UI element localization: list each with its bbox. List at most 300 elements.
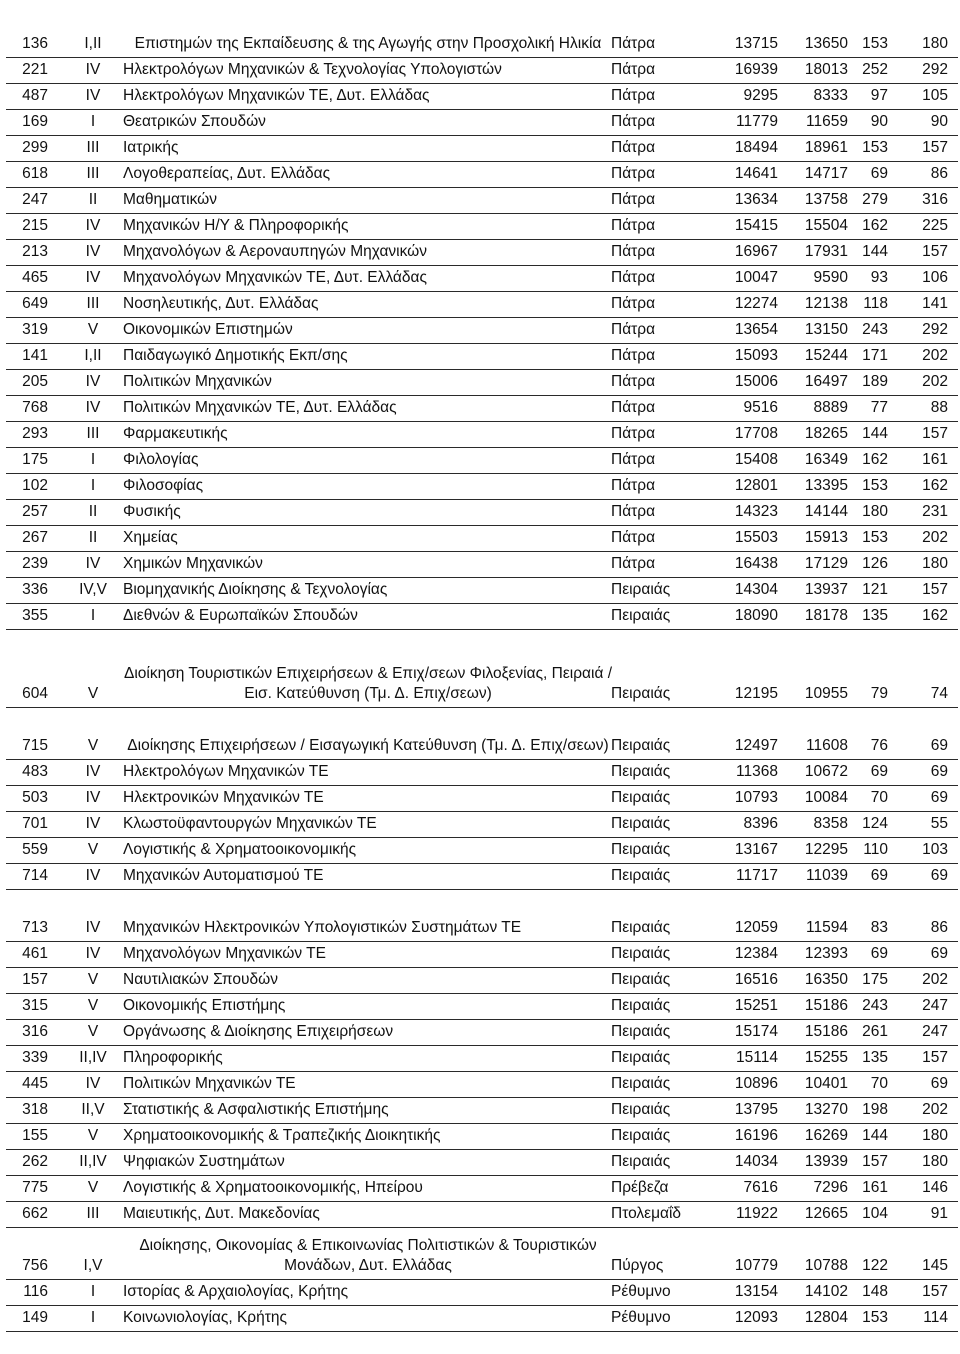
- value-3-cell: 162: [862, 451, 888, 468]
- value-3-cell: 153: [862, 139, 888, 156]
- value-3-cell: 144: [862, 1127, 888, 1144]
- value-3-cell: 279: [862, 191, 888, 208]
- value-3-cell: 122: [862, 1257, 888, 1274]
- department-cell: Πολιτικών Μηχανικών: [123, 373, 272, 390]
- value-4-cell: 90: [930, 113, 948, 130]
- city-cell: Πειραιάς: [611, 971, 671, 988]
- value-3-cell: 153: [862, 35, 888, 52]
- value-2-cell: 9590: [813, 269, 848, 286]
- table-row: [6, 786, 958, 812]
- code-cell: 116: [23, 1283, 48, 1300]
- value-1-cell: 9295: [743, 87, 778, 104]
- value-1-cell: 12093: [734, 1309, 778, 1326]
- semester-cell: IV: [85, 87, 101, 104]
- value-3-cell: 90: [870, 113, 888, 130]
- department-cell: Οργάνωσης & Διοίκησης Επιχειρήσεων: [123, 1023, 394, 1040]
- department-cell: Μηχανολόγων & Αεροναυπηγών Μηχανικών: [123, 243, 428, 260]
- semester-cell: IV: [85, 373, 101, 390]
- semester-cell: I,V: [83, 1257, 103, 1274]
- department-cell: Μηχανολόγων Μηχανικών ΤΕ, Δυτ. Ελλάδας: [123, 269, 427, 286]
- value-2-cell: 18265: [804, 425, 848, 442]
- city-cell: Πειραιάς: [611, 763, 671, 780]
- value-2-cell: 17129: [804, 555, 848, 572]
- table-row: [6, 266, 958, 292]
- value-1-cell: 13634: [734, 191, 778, 208]
- table-row: [6, 370, 958, 396]
- table-row: [6, 1306, 958, 1332]
- code-cell: 714: [22, 867, 48, 884]
- table-row: [6, 1046, 958, 1072]
- city-cell: Πειραιάς: [611, 945, 671, 962]
- value-1-cell: 15174: [734, 1023, 778, 1040]
- value-2-cell: 17931: [804, 243, 848, 260]
- value-1-cell: 14304: [734, 581, 778, 598]
- department-cell: Ηλεκτρολόγων Μηχανικών & Τεχνολογίας Υπολογιστών: [123, 61, 502, 78]
- code-cell: 503: [22, 789, 48, 806]
- table-row: [6, 1150, 958, 1176]
- value-4-cell: 202: [922, 971, 948, 988]
- value-4-cell: 292: [922, 321, 948, 338]
- department-cell: Ηλεκτρονικών Μηχανικών ΤΕ: [123, 789, 324, 806]
- value-2-cell: 13758: [804, 191, 848, 208]
- semester-cell: I: [90, 1283, 96, 1300]
- value-4-cell: 292: [922, 61, 948, 78]
- value-2-cell: 12295: [804, 841, 848, 858]
- value-4-cell: 69: [930, 763, 948, 780]
- value-4-cell: 105: [922, 87, 948, 104]
- semester-cell: IV: [85, 269, 101, 286]
- code-cell: 445: [22, 1075, 48, 1092]
- city-cell: Πάτρα: [611, 191, 656, 208]
- department-cell: Στατιστικής & Ασφαλιστικής Επιστήμης: [123, 1101, 389, 1118]
- department-cell: Πληροφορικής: [123, 1049, 223, 1066]
- code-cell: 239: [22, 555, 48, 572]
- city-cell: Πάτρα: [611, 529, 656, 546]
- code-cell: 318: [22, 1101, 48, 1118]
- value-1-cell: 14034: [734, 1153, 778, 1170]
- table-row: [6, 422, 958, 448]
- department-cell: Χρηματοοικονομικής & Τραπεζικής Διοικητικής: [123, 1127, 441, 1144]
- semester-cell: V: [87, 971, 99, 988]
- value-1-cell: 16516: [734, 971, 778, 988]
- city-cell: Πτολεμαΐδ: [611, 1205, 682, 1222]
- value-4-cell: 202: [922, 1101, 948, 1118]
- city-cell: Πάτρα: [611, 451, 656, 468]
- city-cell: Πάτρα: [611, 113, 656, 130]
- value-2-cell: 15186: [804, 997, 848, 1014]
- semester-cell: V: [87, 1179, 99, 1196]
- value-1-cell: 11368: [736, 763, 778, 780]
- semester-cell: IV: [85, 815, 101, 832]
- code-cell: 213: [22, 243, 48, 260]
- semester-cell: V: [87, 737, 99, 754]
- city-cell: Πάτρα: [611, 321, 656, 338]
- department-cell: Μηχανικών Ηλεκτρονικών Υπολογιστικών Συστημάτων ΤΕ: [123, 919, 522, 936]
- code-cell: 293: [22, 425, 48, 442]
- department-cell: Λογιστικής & Χρηματοοικονομικής: [123, 841, 357, 858]
- value-3-cell: 175: [862, 971, 888, 988]
- code-cell: 461: [22, 945, 48, 962]
- value-3-cell: 171: [862, 347, 888, 364]
- city-cell: Πειραιάς: [611, 919, 671, 936]
- city-cell: Πάτρα: [611, 165, 656, 182]
- value-2-cell: 15255: [804, 1049, 848, 1066]
- value-2-cell: 11039: [806, 867, 848, 884]
- table-row: [6, 344, 958, 370]
- code-cell: 169: [22, 113, 48, 130]
- department-cell: Διοίκησης, Οικονομίας & Επικοινωνίας Πολιτιστικών & Τουριστικών Μονάδων, Δυτ. Ελλάδας: [139, 1237, 597, 1274]
- code-cell: 267: [22, 529, 48, 546]
- table-row: [6, 240, 958, 266]
- value-1-cell: 11717: [736, 867, 778, 884]
- table-row: [6, 994, 958, 1020]
- value-1-cell: 14323: [734, 503, 778, 520]
- value-2-cell: 12804: [804, 1309, 848, 1326]
- department-cell: Επιστημών της Εκπαίδευσης & της Αγωγής στην Προσχολική Ηλικία: [134, 35, 602, 52]
- code-cell: 316: [22, 1023, 48, 1040]
- department-cell: Διεθνών & Ευρωπαϊκών Σπουδών: [123, 607, 358, 624]
- value-1-cell: 18494: [734, 139, 778, 156]
- city-cell: Πειραιάς: [611, 1075, 671, 1092]
- value-3-cell: 161: [862, 1179, 888, 1196]
- semester-cell: IV: [85, 919, 101, 936]
- city-cell: Πειραιάς: [611, 867, 671, 884]
- value-4-cell: 103: [922, 841, 948, 858]
- value-2-cell: 11659: [806, 113, 848, 130]
- value-1-cell: 10793: [734, 789, 778, 806]
- value-3-cell: 144: [862, 425, 888, 442]
- value-3-cell: 93: [870, 269, 888, 286]
- code-cell: 149: [22, 1309, 48, 1326]
- city-cell: Πάτρα: [611, 555, 656, 572]
- value-1-cell: 14641: [734, 165, 778, 182]
- value-3-cell: 70: [870, 789, 888, 806]
- value-3-cell: 144: [862, 243, 888, 260]
- value-4-cell: 180: [922, 1153, 948, 1170]
- value-4-cell: 162: [922, 607, 948, 624]
- value-4-cell: 106: [922, 269, 948, 286]
- value-4-cell: 157: [922, 1049, 948, 1066]
- value-3-cell: 153: [862, 1309, 888, 1326]
- city-cell: Πάτρα: [611, 35, 656, 52]
- table-row: [6, 552, 958, 578]
- city-cell: Πειραιάς: [611, 581, 671, 598]
- value-2-cell: 10788: [804, 1257, 848, 1274]
- value-3-cell: 162: [862, 217, 888, 234]
- code-cell: 215: [22, 217, 48, 234]
- value-1-cell: 15408: [734, 451, 778, 468]
- department-cell: Ιατρικής: [123, 139, 179, 156]
- department-cell: Ηλεκτρολόγων Μηχανικών ΤΕ: [123, 763, 329, 780]
- semester-cell: III: [86, 165, 100, 182]
- city-cell: Πάτρα: [611, 399, 656, 416]
- table-row: [6, 1072, 958, 1098]
- value-3-cell: 243: [862, 997, 888, 1014]
- table-row: [6, 1176, 958, 1202]
- city-cell: Πειραιάς: [611, 737, 671, 754]
- department-cell: Ηλεκτρολόγων Μηχανικών ΤΕ, Δυτ. Ελλάδας: [123, 87, 430, 104]
- table-row: [6, 604, 958, 630]
- table-row: [6, 1202, 958, 1228]
- department-cell: Φυσικής: [123, 503, 181, 520]
- value-2-cell: 14102: [804, 1283, 848, 1300]
- value-3-cell: 69: [870, 867, 888, 884]
- value-4-cell: 162: [922, 477, 948, 494]
- city-cell: Πάτρα: [611, 269, 656, 286]
- value-4-cell: 86: [930, 919, 948, 936]
- city-cell: Πάτρα: [611, 373, 656, 390]
- department-cell: Οικονομικής Επιστήμης: [123, 997, 286, 1014]
- table-row: [6, 318, 958, 344]
- city-cell: Ρέθυμνο: [611, 1283, 671, 1300]
- value-2-cell: 16349: [804, 451, 848, 468]
- city-cell: Πάτρα: [611, 347, 656, 364]
- code-cell: 319: [22, 321, 48, 338]
- table-row: [6, 110, 958, 136]
- department-cell: Διοίκηση Τουριστικών Επιχειρήσεων & Επιχ/σεων Φιλοξενίας, Πειραιά / Εισ. Κατεύθυνση (Τμ. Δ. Επιχ/σεων): [123, 665, 613, 702]
- value-1-cell: 15093: [734, 347, 778, 364]
- value-2-cell: 15244: [804, 347, 848, 364]
- code-cell: 701: [22, 815, 48, 832]
- value-3-cell: 157: [862, 1153, 888, 1170]
- table-row: [6, 500, 958, 526]
- code-cell: 483: [22, 763, 48, 780]
- value-1-cell: 15114: [736, 1049, 778, 1066]
- value-1-cell: 12274: [734, 295, 778, 312]
- city-cell: Πειραιάς: [611, 815, 671, 832]
- value-3-cell: 69: [870, 165, 888, 182]
- table-row: [6, 1228, 958, 1280]
- semester-cell: IV: [85, 763, 101, 780]
- department-cell: Νοσηλευτικής, Δυτ. Ελλάδας: [123, 295, 319, 312]
- value-3-cell: 180: [862, 503, 888, 520]
- table-row: [6, 58, 958, 84]
- value-1-cell: 11922: [736, 1205, 778, 1222]
- semester-cell: II,IV: [79, 1153, 107, 1170]
- value-4-cell: 157: [922, 139, 948, 156]
- table-row: [6, 578, 958, 604]
- code-cell: 175: [22, 451, 48, 468]
- department-cell: Βιομηχανικής Διοίκησης & Τεχνολογίας: [123, 581, 388, 598]
- value-4-cell: 145: [922, 1257, 948, 1274]
- value-3-cell: 118: [863, 295, 888, 312]
- value-3-cell: 121: [862, 581, 888, 598]
- value-3-cell: 77: [870, 399, 888, 416]
- value-4-cell: 180: [922, 35, 948, 52]
- city-cell: Πρέβεζα: [611, 1179, 669, 1196]
- code-cell: 136: [22, 35, 48, 52]
- value-2-cell: 10672: [804, 763, 848, 780]
- value-3-cell: 97: [870, 87, 888, 104]
- value-4-cell: 141: [922, 295, 948, 312]
- table-row: [6, 448, 958, 474]
- value-1-cell: 12195: [734, 685, 778, 702]
- table-row: [6, 1124, 958, 1150]
- department-cell: Μαθηματικών: [123, 191, 217, 208]
- value-4-cell: 86: [930, 165, 948, 182]
- value-2-cell: 13395: [804, 477, 848, 494]
- table-row: [6, 188, 958, 214]
- table-row: [6, 890, 958, 942]
- semester-cell: IV,V: [79, 581, 107, 598]
- value-1-cell: 11779: [736, 113, 778, 130]
- city-cell: Πειραιάς: [611, 1023, 671, 1040]
- semester-cell: III: [86, 295, 100, 312]
- table-row: [6, 630, 958, 708]
- city-cell: Πάτρα: [611, 477, 656, 494]
- table-row: [6, 838, 958, 864]
- value-1-cell: 13154: [734, 1283, 778, 1300]
- value-1-cell: 15006: [734, 373, 778, 390]
- value-4-cell: 231: [922, 503, 948, 520]
- semester-cell: V: [87, 1023, 99, 1040]
- code-cell: 336: [22, 581, 48, 598]
- value-1-cell: 10047: [734, 269, 778, 286]
- table-row: [6, 1098, 958, 1124]
- value-3-cell: 126: [862, 555, 888, 572]
- code-cell: 157: [22, 971, 48, 988]
- department-cell: Πολιτικών Μηχανικών ΤΕ, Δυτ. Ελλάδας: [123, 399, 397, 416]
- code-cell: 141: [22, 347, 48, 364]
- semester-cell: III: [86, 1205, 100, 1222]
- department-cell: Μηχανικών Αυτοματισμού ΤΕ: [123, 867, 324, 884]
- value-4-cell: 202: [922, 529, 948, 546]
- value-1-cell: 18090: [734, 607, 778, 624]
- value-2-cell: 8333: [813, 87, 848, 104]
- semester-cell: IV: [85, 217, 101, 234]
- value-1-cell: 12384: [734, 945, 778, 962]
- department-cell: Φαρμακευτικής: [123, 425, 228, 442]
- code-cell: 339: [22, 1049, 48, 1066]
- semester-cell: I: [90, 451, 96, 468]
- value-4-cell: 88: [930, 399, 948, 416]
- semester-cell: IV: [85, 243, 101, 260]
- value-3-cell: 135: [862, 1049, 888, 1066]
- city-cell: Πύργος: [611, 1257, 664, 1274]
- value-4-cell: 114: [923, 1309, 948, 1326]
- value-3-cell: 110: [863, 841, 888, 858]
- code-cell: 713: [22, 919, 48, 936]
- value-2-cell: 13150: [804, 321, 848, 338]
- value-4-cell: 69: [930, 1075, 948, 1092]
- value-1-cell: 7616: [743, 1179, 778, 1196]
- value-2-cell: 16350: [804, 971, 848, 988]
- value-1-cell: 15415: [734, 217, 778, 234]
- value-1-cell: 17708: [734, 425, 778, 442]
- semester-cell: V: [87, 997, 99, 1014]
- value-1-cell: 12497: [734, 737, 778, 754]
- value-2-cell: 12665: [804, 1205, 848, 1222]
- value-2-cell: 14717: [804, 165, 848, 182]
- code-cell: 559: [22, 841, 48, 858]
- semester-cell: V: [87, 1127, 99, 1144]
- value-3-cell: 243: [862, 321, 888, 338]
- code-cell: 465: [22, 269, 48, 286]
- code-cell: 155: [22, 1127, 48, 1144]
- value-4-cell: 180: [922, 1127, 948, 1144]
- value-1-cell: 9516: [743, 399, 778, 416]
- code-cell: 221: [22, 61, 48, 78]
- value-1-cell: 8396: [743, 815, 778, 832]
- value-3-cell: 69: [870, 763, 888, 780]
- value-2-cell: 7296: [813, 1179, 848, 1196]
- semester-cell: IV: [85, 1075, 101, 1092]
- semester-cell: II: [88, 529, 98, 546]
- department-cell: Χημείας: [123, 529, 178, 546]
- code-cell: 247: [22, 191, 48, 208]
- semester-cell: IV: [85, 61, 101, 78]
- table-row: [6, 292, 958, 318]
- semester-cell: V: [87, 321, 99, 338]
- table-row: [6, 4, 958, 58]
- value-3-cell: 79: [870, 685, 888, 702]
- value-1-cell: 16967: [734, 243, 778, 260]
- value-4-cell: 157: [922, 243, 948, 260]
- value-1-cell: 16196: [734, 1127, 778, 1144]
- value-2-cell: 13937: [804, 581, 848, 598]
- department-cell: Μηχανολόγων Μηχανικών ΤΕ: [123, 945, 326, 962]
- value-4-cell: 157: [922, 1283, 948, 1300]
- results-table: [6, 4, 958, 1332]
- department-cell: Φιλολογίας: [123, 451, 199, 468]
- table-row: [6, 136, 958, 162]
- value-4-cell: 69: [930, 789, 948, 806]
- semester-cell: IV: [85, 399, 101, 416]
- department-cell: Θεατρικών Σπουδών: [123, 113, 266, 130]
- value-3-cell: 189: [862, 373, 888, 390]
- city-cell: Πάτρα: [611, 295, 656, 312]
- department-cell: Παιδαγωγικό Δημοτικής Εκπ/σης: [123, 347, 348, 364]
- table-row: [6, 864, 958, 890]
- semester-cell: I,II: [84, 347, 102, 364]
- value-4-cell: 74: [930, 685, 948, 702]
- code-cell: 604: [22, 685, 48, 702]
- value-2-cell: 13650: [804, 35, 848, 52]
- table-row: [6, 84, 958, 110]
- value-4-cell: 55: [930, 815, 948, 832]
- value-1-cell: 10779: [734, 1257, 778, 1274]
- value-1-cell: 13795: [734, 1101, 778, 1118]
- code-cell: 355: [22, 607, 48, 624]
- department-cell: Ψηφιακών Συστημάτων: [123, 1153, 285, 1170]
- city-cell: Πειραιάς: [611, 1049, 671, 1066]
- city-cell: Πειραιάς: [611, 997, 671, 1014]
- value-4-cell: 180: [922, 555, 948, 572]
- department-cell: Λογοθεραπείας, Δυτ. Ελλάδας: [123, 165, 331, 182]
- table-row: [6, 1020, 958, 1046]
- city-cell: Πειραιάς: [611, 841, 671, 858]
- value-1-cell: 13715: [734, 35, 778, 52]
- city-cell: Πειραιάς: [611, 607, 671, 624]
- code-cell: 299: [22, 139, 48, 156]
- value-3-cell: 153: [862, 477, 888, 494]
- city-cell: Πειραιάς: [611, 1101, 671, 1118]
- value-2-cell: 8889: [813, 399, 848, 416]
- department-cell: Κλωστοϋφαντουργών Μηχανικών ΤΕ: [123, 815, 377, 832]
- department-cell: Ναυτιλιακών Σπουδών: [123, 971, 278, 988]
- value-3-cell: 148: [862, 1283, 888, 1300]
- value-3-cell: 252: [862, 61, 888, 78]
- code-cell: 768: [22, 399, 48, 416]
- value-3-cell: 124: [862, 815, 888, 832]
- city-cell: Πειραιάς: [611, 1127, 671, 1144]
- department-cell: Ιστορίας & Αρχαιολογίας, Κρήτης: [123, 1283, 349, 1300]
- value-2-cell: 13939: [804, 1153, 848, 1170]
- code-cell: 715: [22, 737, 48, 754]
- value-2-cell: 16497: [804, 373, 848, 390]
- code-cell: 775: [22, 1179, 48, 1196]
- value-2-cell: 15913: [804, 529, 848, 546]
